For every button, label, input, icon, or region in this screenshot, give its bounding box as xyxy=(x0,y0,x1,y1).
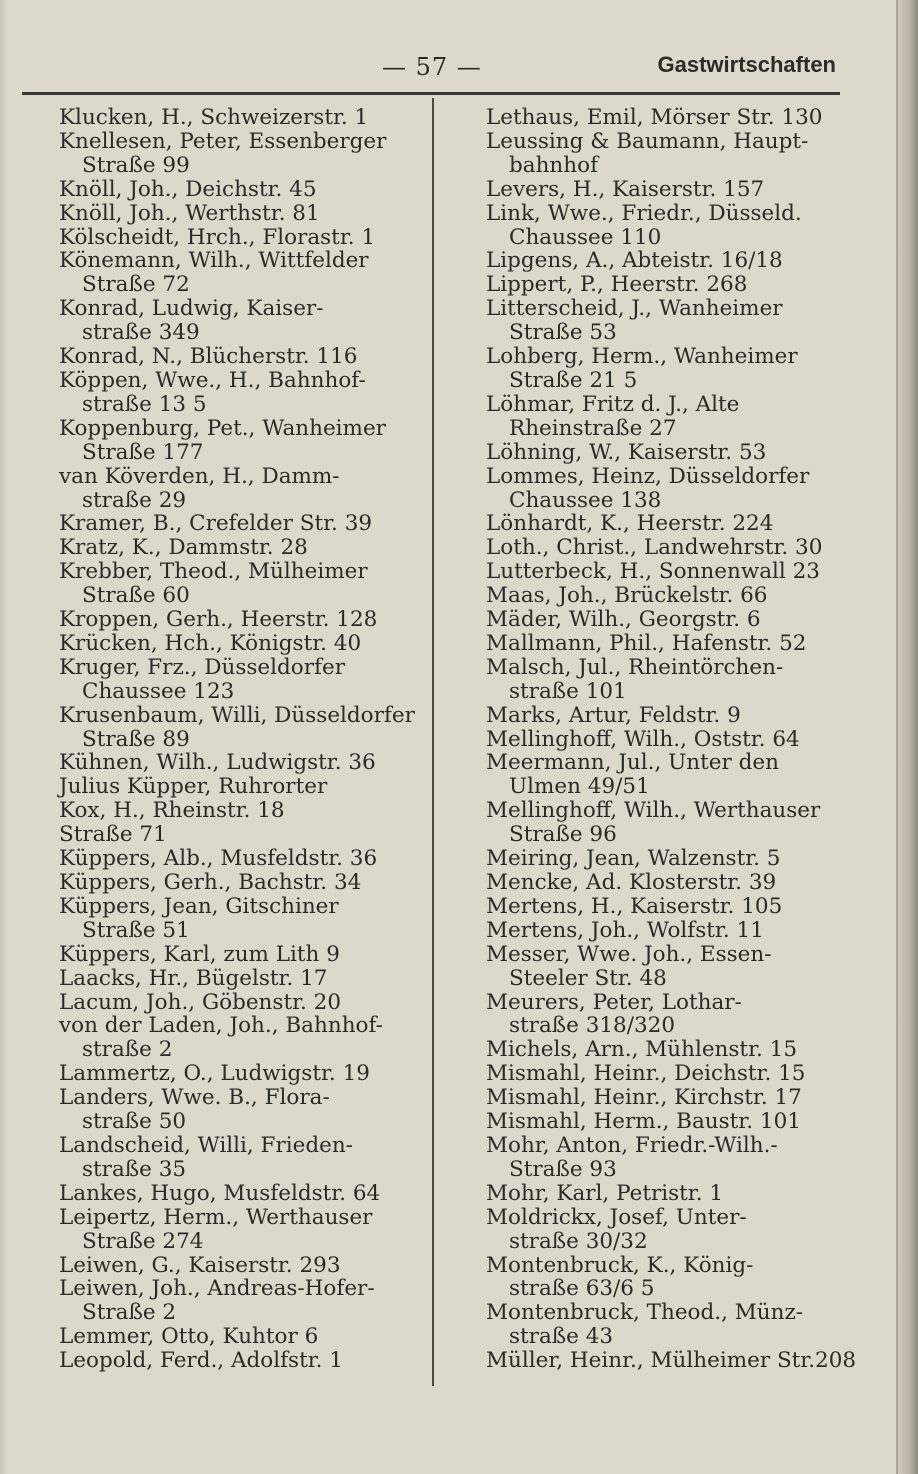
directory-entry xyxy=(486,608,861,632)
directory-entry xyxy=(59,465,424,513)
entry-name-line: Koppenburg, Pet., Wanheimer xyxy=(59,415,386,441)
directory-entry xyxy=(486,1349,861,1373)
directory-entry xyxy=(59,1086,424,1134)
directory-entry xyxy=(59,249,424,297)
directory-entry xyxy=(59,226,424,250)
directory-entry xyxy=(486,1301,861,1349)
entry-name-line: Link, Wwe., Friedr., Düsseld. xyxy=(486,200,802,226)
directory-entry xyxy=(59,512,424,536)
directory-entry xyxy=(59,1182,424,1206)
entry-name-line: Mertens, Joh., Wolfstr. 11 xyxy=(486,917,764,943)
entry-name-line: Lutterbeck, H., Sonnenwall 23 xyxy=(486,559,820,585)
directory-entry xyxy=(59,1062,424,1086)
directory-entry xyxy=(59,632,424,656)
directory-entry xyxy=(486,728,861,752)
directory-entry xyxy=(59,1254,424,1278)
entry-name-line: Lippert, P., Heerstr. 268 xyxy=(486,272,748,298)
directory-entry xyxy=(486,178,861,202)
directory-entry xyxy=(59,895,424,943)
directory-entry xyxy=(59,345,424,369)
entry-continuation-line: straße 30/32 xyxy=(509,1228,648,1254)
entry-continuation-line: straße 50 xyxy=(82,1109,187,1135)
entry-name-line: Müller, Heinr., Mülheimer Str.208 xyxy=(486,1348,857,1374)
entry-continuation-line: straße 318/320 xyxy=(509,1013,676,1039)
entry-name-line: Julius Küpper, Ruhrorter xyxy=(59,774,328,800)
entry-name-line: Löhning, W., Kaiserstr. 53 xyxy=(486,439,767,465)
entry-name-line: Laacks, Hr., Bügelstr. 17 xyxy=(59,965,328,991)
directory-entry xyxy=(486,751,861,799)
page-number: — 57 — xyxy=(382,53,482,81)
entry-name-line: Malsch, Jul., Rheintörchen- xyxy=(486,654,784,680)
directory-entry xyxy=(59,1277,424,1325)
directory-entry xyxy=(486,1110,861,1134)
entry-continuation-line: straße 13 5 xyxy=(82,391,207,417)
entry-continuation-line: straße 43 xyxy=(509,1324,614,1350)
entry-name-line: Klucken, H., Schweizerstr. 1 xyxy=(59,105,369,130)
directory-entry xyxy=(59,417,424,465)
entry-name-line: Lommes, Heinz, Düsseldorfer xyxy=(486,463,810,489)
directory-entry xyxy=(59,704,424,752)
directory-entry xyxy=(59,775,424,799)
entry-name-line: Knellesen, Peter, Essenberger xyxy=(59,128,387,154)
directory-entry xyxy=(486,704,861,728)
entry-name-line: Mohr, Karl, Petristr. 1 xyxy=(486,1180,724,1206)
entry-name-line: Messer, Wwe. Joh., Essen- xyxy=(486,941,772,967)
directory-entry xyxy=(59,130,424,178)
entry-name-line: Kühnen, Wilh., Ludwigstr. 36 xyxy=(59,750,376,776)
entry-name-line: Löhmar, Fritz d. J., Alte xyxy=(486,391,740,417)
entry-name-line: Küppers, Jean, Gitschiner xyxy=(59,893,339,919)
directory-entry xyxy=(59,871,424,895)
directory-entry xyxy=(486,1134,861,1182)
entry-name-line: Montenbruck, K., König- xyxy=(486,1252,754,1278)
entry-name-line: Leussing & Baumann, Haupt- xyxy=(486,128,809,154)
entry-name-line: von der Laden, Joh., Bahnhof- xyxy=(59,1013,383,1039)
entry-continuation-line: straße 29 xyxy=(82,487,187,513)
entry-continuation-line: straße 101 xyxy=(509,678,627,704)
directory-entry xyxy=(486,441,861,465)
entry-name-line: Loth., Christ., Landwehrstr. 30 xyxy=(486,535,823,561)
directory-entry xyxy=(59,297,424,345)
entry-name-line: Landers, Wwe. B., Flora- xyxy=(59,1085,330,1111)
entry-continuation-line: Straße 274 xyxy=(82,1228,204,1254)
entry-name-line: Mismahl, Heinr., Kirchstr. 17 xyxy=(486,1085,802,1111)
entry-continuation-line: Straße 72 xyxy=(82,272,190,298)
directory-entry xyxy=(59,823,424,847)
directory-entry xyxy=(486,560,861,584)
directory-entry xyxy=(59,1134,424,1182)
directory-entry xyxy=(59,1349,424,1373)
entry-name-line: Mallmann, Phil., Hafenstr. 52 xyxy=(486,630,807,656)
directory-entry xyxy=(486,202,861,250)
directory-entry xyxy=(486,1062,861,1086)
entry-continuation-line: Chaussee 123 xyxy=(82,678,235,704)
entry-name-line: Lemmer, Otto, Kuhtor 6 xyxy=(59,1324,319,1350)
directory-entry xyxy=(59,967,424,991)
page-left-edge xyxy=(0,0,8,1474)
entry-name-line: Leipertz, Herm., Werthauser xyxy=(59,1204,373,1230)
left-column xyxy=(59,106,424,1373)
directory-entry xyxy=(486,991,861,1039)
entry-name-line: Kruger, Frz., Düsseldorfer xyxy=(59,654,345,680)
entry-name-line: Kroppen, Gerh., Heerstr. 128 xyxy=(59,607,378,633)
entry-name-line: Mellinghoff, Wilh., Oststr. 64 xyxy=(486,726,800,752)
directory-entry xyxy=(59,847,424,871)
entry-continuation-line: straße 349 xyxy=(82,320,200,346)
entry-name-line: Meermann, Jul., Unter den xyxy=(486,750,779,776)
entry-name-line: Konrad, N., Blücherstr. 116 xyxy=(59,344,358,370)
entry-continuation-line: Rheinstraße 27 xyxy=(509,415,677,441)
directory-entry xyxy=(486,1206,861,1254)
entry-name-line: Lohberg, Herm., Wanheimer xyxy=(486,344,798,370)
directory-entry xyxy=(486,393,861,441)
entry-name-line: Mismahl, Heinr., Deichstr. 15 xyxy=(486,1061,806,1087)
entry-name-line: Leiwen, Joh., Andreas-Hofer- xyxy=(59,1276,375,1302)
directory-entry xyxy=(486,871,861,895)
directory-entry xyxy=(486,130,861,178)
entry-name-line: Knöll, Joh., Deichstr. 45 xyxy=(59,176,317,202)
entry-continuation-line: Straße 53 xyxy=(509,320,617,346)
entry-name-line: Landscheid, Willi, Frieden- xyxy=(59,1132,353,1158)
section-title: Gastwirtschaften xyxy=(657,52,836,77)
entry-name-line: Lipgens, A., Abteistr. 16/18 xyxy=(486,248,783,274)
entry-name-line: Michels, Arn., Mühlenstr. 15 xyxy=(486,1037,798,1063)
entry-name-line: Leopold, Ferd., Adolfstr. 1 xyxy=(59,1348,343,1374)
directory-entry xyxy=(59,560,424,608)
directory-entry xyxy=(59,991,424,1015)
entry-continuation-line: Straße 60 xyxy=(82,583,190,609)
entry-name-line: Moldrickx, Josef, Unter- xyxy=(486,1204,747,1230)
entry-name-line: Montenbruck, Theod., Münz- xyxy=(486,1300,804,1326)
directory-entry xyxy=(486,847,861,871)
directory-entry xyxy=(59,751,424,775)
entry-name-line: Lankes, Hugo, Musfeldstr. 64 xyxy=(59,1180,381,1206)
entry-name-line: Krebber, Theod., Mülheimer xyxy=(59,559,368,585)
entry-continuation-line: Chaussee 138 xyxy=(509,487,662,513)
entry-name-line: Mencke, Ad. Klosterstr. 39 xyxy=(486,870,777,895)
directory-entry xyxy=(486,1254,861,1302)
right-column xyxy=(486,106,861,1373)
entry-name-line: Lethaus, Emil, Mörser Str. 130 xyxy=(486,105,823,130)
entry-continuation-line: Straße 89 xyxy=(82,726,190,752)
directory-entry xyxy=(59,202,424,226)
entry-continuation-line: Steeler Str. 48 xyxy=(509,965,667,991)
directory-entry xyxy=(59,1325,424,1349)
entry-name-line: Mellinghoff, Wilh., Werthauser xyxy=(486,798,821,824)
entry-name-line: Kratz, K., Dammstr. 28 xyxy=(59,535,308,561)
directory-entry xyxy=(59,799,424,823)
entry-name-line: Kölscheidt, Hrch., Florastr. 1 xyxy=(59,224,376,250)
entry-name-line: Mismahl, Herm., Baustr. 101 xyxy=(486,1109,801,1135)
directory-entry xyxy=(486,656,861,704)
entry-name-line: Konrad, Ludwig, Kaiser- xyxy=(59,296,324,322)
directory-entry xyxy=(486,465,861,513)
entry-name-line: Krücken, Hch., Königstr. 40 xyxy=(59,630,362,656)
directory-entry xyxy=(486,799,861,847)
entry-name-line: Könemann, Wilh., Wittfelder xyxy=(59,248,369,274)
entry-name-line: Knöll, Joh., Werthstr. 81 xyxy=(59,200,320,226)
entry-continuation-line: Straße 99 xyxy=(82,152,190,178)
header-rule xyxy=(22,92,840,95)
entry-name-line: Lammertz, O., Ludwigstr. 19 xyxy=(59,1061,370,1087)
entry-continuation-line: Straße 93 xyxy=(509,1156,617,1182)
entry-name-line: Lönhardt, K., Heerstr. 224 xyxy=(486,511,774,537)
entry-name-line: Küppers, Gerh., Bachstr. 34 xyxy=(59,870,362,895)
entry-continuation-line: straße 2 xyxy=(82,1037,173,1063)
directory-entry xyxy=(486,106,861,130)
directory-entry xyxy=(59,943,424,967)
directory-entry xyxy=(59,369,424,417)
entry-continuation-line: Ulmen 49/51 xyxy=(509,774,650,800)
directory-entry xyxy=(59,536,424,560)
entry-name-line: Lacum, Joh., Göbenstr. 20 xyxy=(59,989,342,1015)
entry-name-line: Küppers, Karl, zum Lith 9 xyxy=(59,941,340,967)
entry-name-line: Kox, H., Rheinstr. 18 xyxy=(59,798,285,824)
entry-continuation-line: Straße 177 xyxy=(82,439,204,465)
directory-entry xyxy=(486,1086,861,1110)
entry-name-line: Mäder, Wilh., Georgstr. 6 xyxy=(486,607,761,633)
directory-entry xyxy=(486,1182,861,1206)
directory-entry xyxy=(486,345,861,393)
directory-entry xyxy=(486,512,861,536)
entry-name-line: Krusenbaum, Willi, Düsseldorfer xyxy=(59,702,415,728)
entry-continuation-line: straße 35 xyxy=(82,1156,187,1182)
directory-entry xyxy=(59,1014,424,1062)
directory-entry xyxy=(486,249,861,273)
entry-continuation-line: Straße 51 xyxy=(82,917,190,943)
entry-name-line: van Köverden, H., Damm- xyxy=(59,463,340,489)
entry-name-line: Litterscheid, J., Wanheimer xyxy=(486,296,783,322)
directory-entry xyxy=(486,297,861,345)
entry-continuation-line: bahnhof xyxy=(509,152,599,178)
directory-entry xyxy=(486,584,861,608)
entry-name-line: Mohr, Anton, Friedr.-Wilh.- xyxy=(486,1132,778,1158)
directory-entry xyxy=(59,608,424,632)
book-spine xyxy=(898,0,918,1474)
entry-name-line: Leiwen, G., Kaiserstr. 293 xyxy=(59,1252,341,1278)
directory-entry xyxy=(59,656,424,704)
directory-entry xyxy=(486,919,861,943)
entry-continuation-line: Straße 2 xyxy=(82,1300,177,1326)
entry-name-line: Kramer, B., Crefelder Str. 39 xyxy=(59,511,373,537)
directory-entry xyxy=(59,178,424,202)
entry-name-line: Marks, Artur, Feldstr. 9 xyxy=(486,702,741,728)
entry-name-line: Meurers, Peter, Lothar- xyxy=(486,989,742,1015)
directory-entry xyxy=(486,273,861,297)
entry-name-line: Maas, Joh., Brückelstr. 66 xyxy=(486,583,768,609)
entry-name-line: Mertens, H., Kaiserstr. 105 xyxy=(486,893,783,919)
entry-name-line: Levers, H., Kaiserstr. 157 xyxy=(486,176,765,202)
entry-name-line: Meiring, Jean, Walzenstr. 5 xyxy=(486,846,781,872)
directory-entry xyxy=(486,632,861,656)
entry-name-line: Küppers, Alb., Musfeldstr. 36 xyxy=(59,846,378,872)
directory-entry xyxy=(486,943,861,991)
entry-continuation-line: Straße 21 5 xyxy=(509,367,638,393)
entry-name-line: Straße 71 xyxy=(59,822,167,848)
column-divider xyxy=(432,98,434,1386)
directory-entry xyxy=(59,106,424,130)
directory-entry xyxy=(59,1206,424,1254)
entry-continuation-line: Straße 96 xyxy=(509,822,617,848)
entry-continuation-line: Chaussee 110 xyxy=(509,224,662,250)
entry-name-line: Köppen, Wwe., H., Bahnhof- xyxy=(59,367,366,393)
directory-entry xyxy=(486,1038,861,1062)
entry-continuation-line: straße 63/6 5 xyxy=(509,1276,655,1302)
directory-entry xyxy=(486,536,861,560)
directory-entry xyxy=(486,895,861,919)
